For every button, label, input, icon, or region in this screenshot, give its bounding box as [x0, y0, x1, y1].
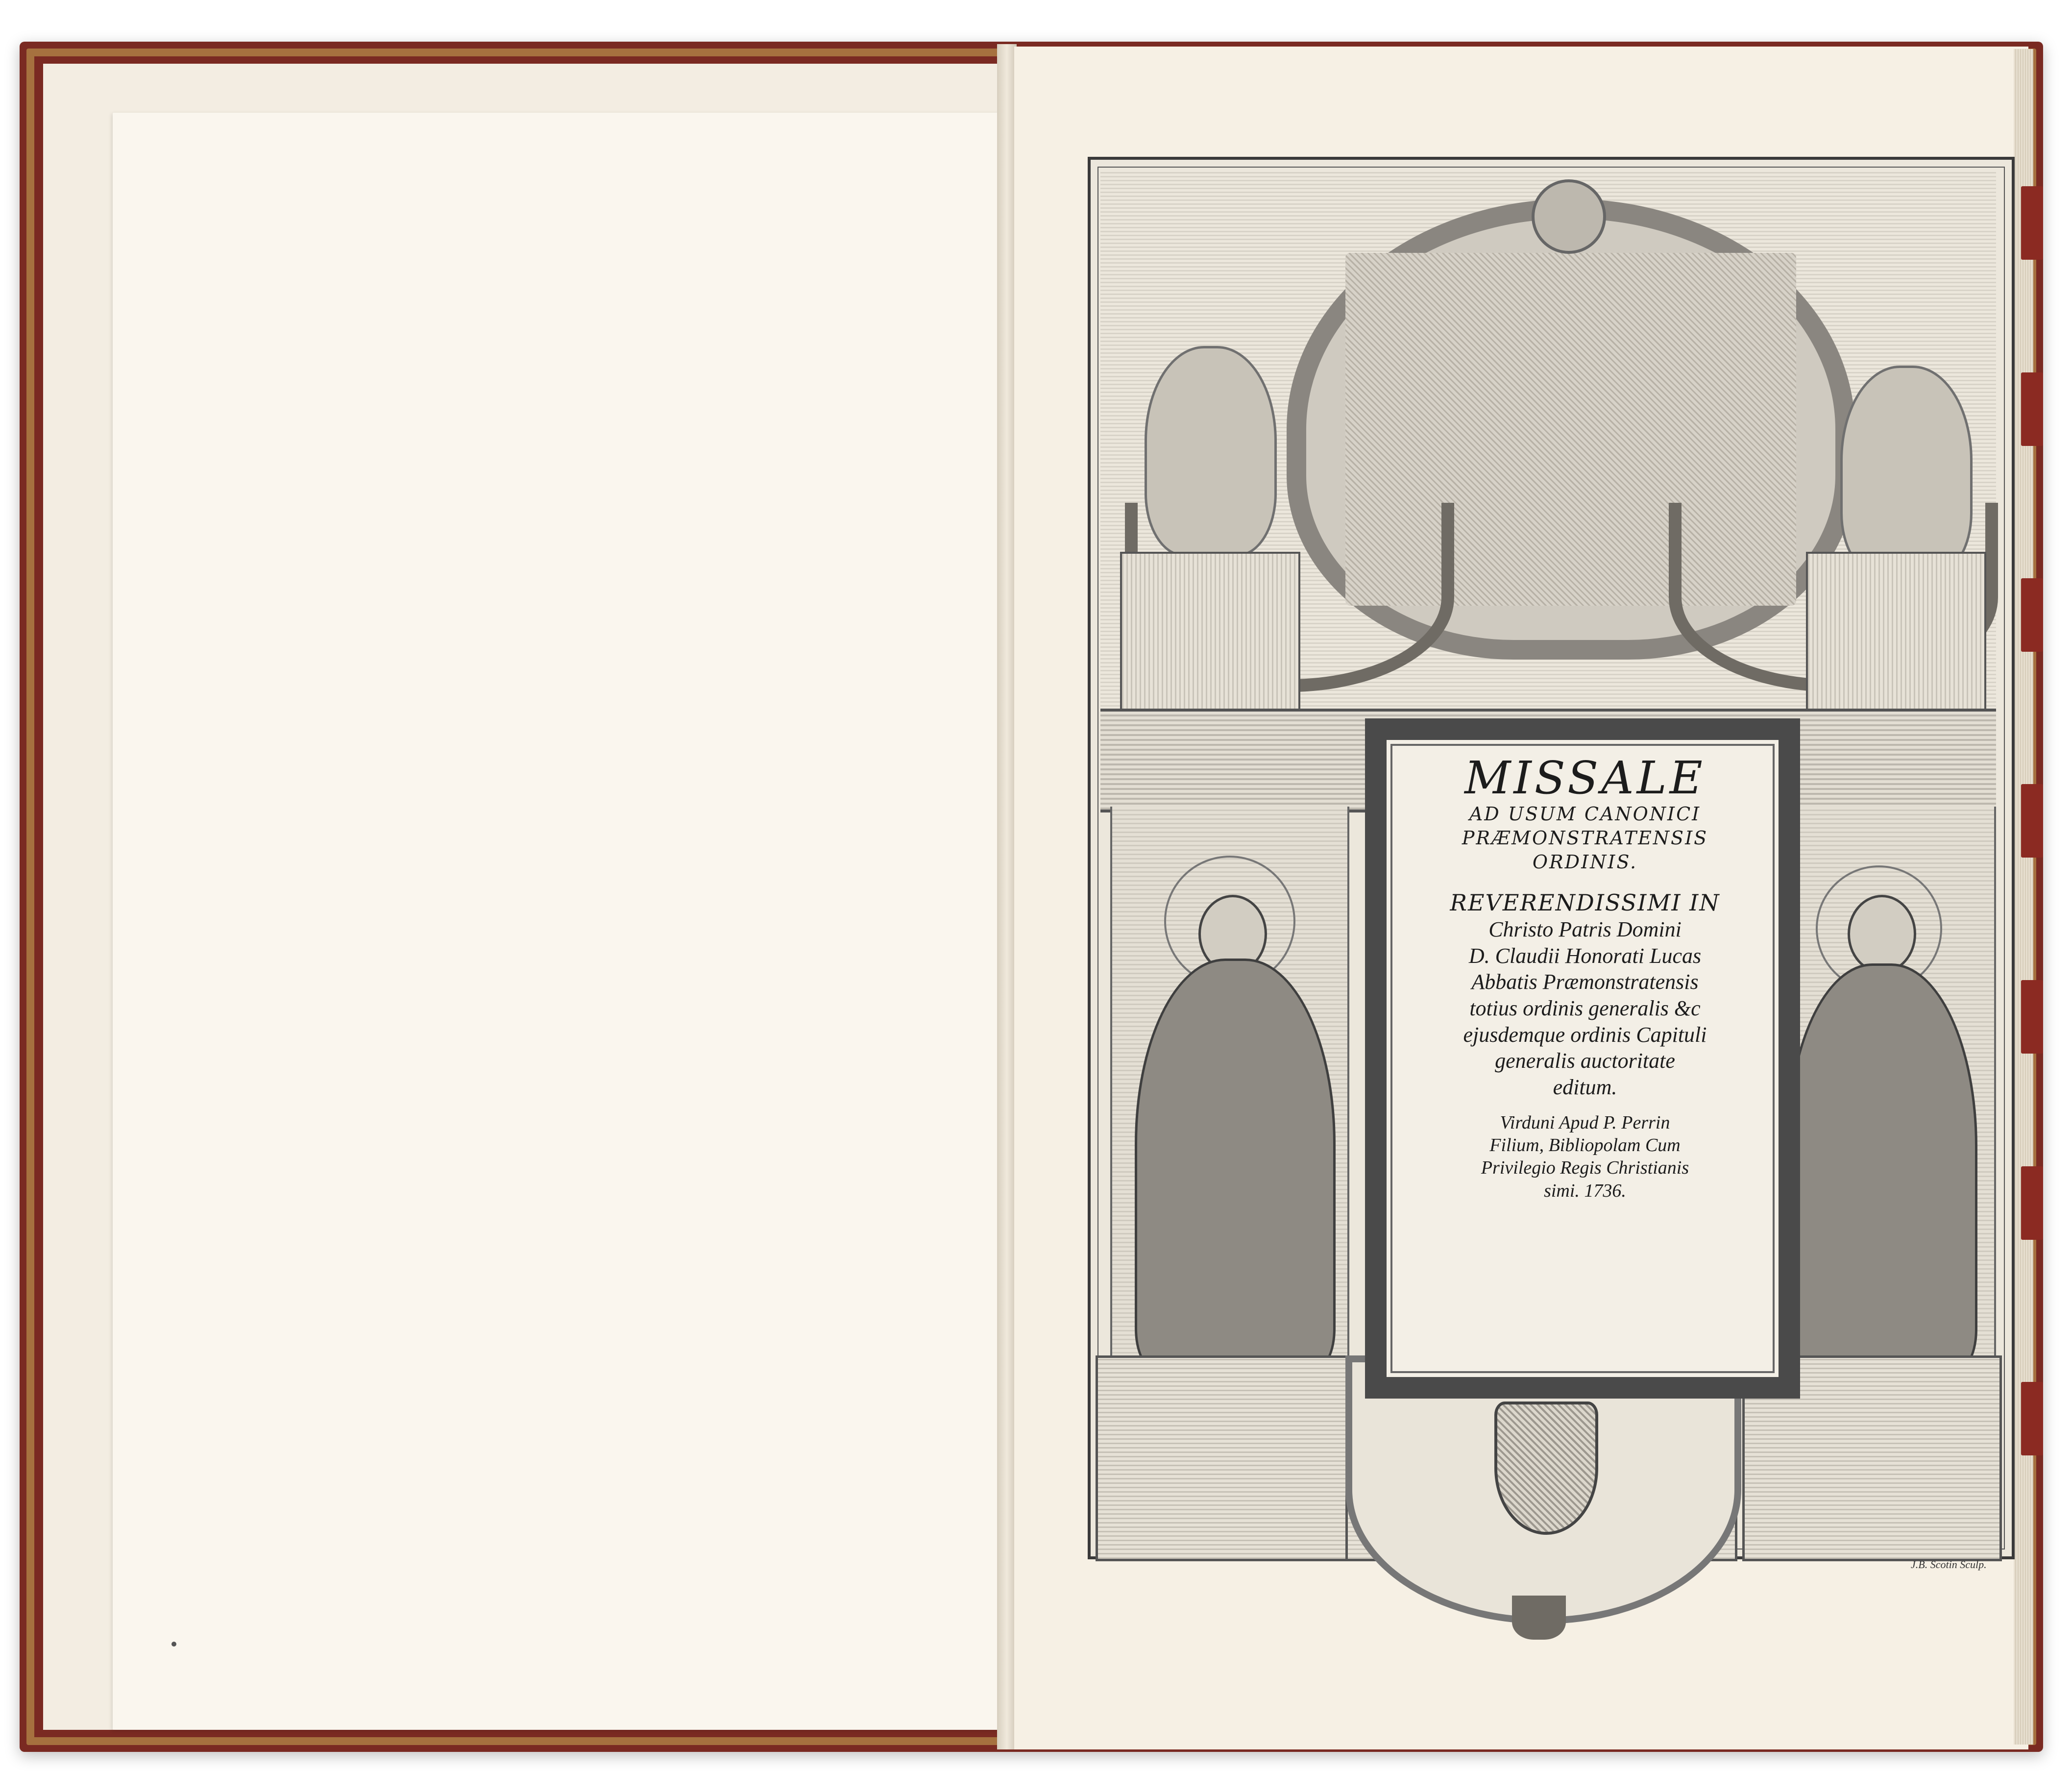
drape-tassel	[1512, 1596, 1566, 1640]
title-line: Abbatis Præmonstratensis	[1471, 970, 1699, 994]
title-line: AD USUM CANONICI	[1469, 803, 1701, 825]
title-missale: MISSALE	[1464, 752, 1706, 804]
book-gutter	[997, 44, 1017, 1749]
imprint-line: simi. 1736.	[1544, 1180, 1626, 1201]
left-upper-block	[1120, 552, 1300, 717]
title-line: PRÆMONSTRATENSIS	[1462, 827, 1708, 849]
engraved-frontispiece	[1088, 157, 2015, 1559]
right-upper-block	[1806, 552, 1986, 717]
leather-tab	[2021, 186, 2043, 260]
title-line: editum.	[1553, 1075, 1617, 1099]
page-edges	[2014, 49, 2033, 1745]
title-line: totius ordinis generalis &c	[1469, 996, 1701, 1020]
title-frame	[1365, 718, 1800, 1399]
imprint-line: Privilegio Regis Christianis	[1481, 1157, 1689, 1179]
canon-head	[1848, 895, 1916, 973]
title-line: generalis auctoritate	[1495, 1049, 1675, 1073]
canon-figure	[1786, 963, 1977, 1370]
engraver-signature: J.B. Scotin Sculp.	[1911, 1558, 1987, 1571]
imprint-line: Virduni Apud P. Perrin	[1500, 1112, 1670, 1133]
coat-of-arms	[1494, 1402, 1598, 1535]
leather-tab	[2021, 784, 2043, 858]
flyleaf-spot	[171, 1642, 176, 1647]
title-line: ejusdemque ordinis Capituli	[1463, 1022, 1707, 1047]
imprint-line: Filium, Bibliopolam Cum	[1489, 1135, 1681, 1156]
title-line: Christo Patris Domini	[1488, 917, 1682, 941]
leather-tab	[2021, 1166, 2043, 1240]
title-line: D. Claudii Honorati Lucas	[1468, 943, 1702, 968]
bishop-figure	[1135, 959, 1336, 1370]
blank-flyleaf	[113, 113, 999, 1730]
leather-tab	[2021, 1382, 2043, 1455]
left-pedestal	[1096, 1355, 1355, 1561]
title-gap	[1406, 1101, 1764, 1111]
leather-tab	[2021, 980, 2043, 1054]
title-line: ORDINIS.	[1532, 851, 1638, 873]
winged-cherub-head	[1532, 179, 1606, 254]
leather-tab	[2021, 372, 2043, 446]
title-text	[1406, 752, 1764, 1367]
title-line: REVERENDISSIMI IN	[1450, 889, 1720, 916]
leather-tab	[2021, 578, 2043, 652]
